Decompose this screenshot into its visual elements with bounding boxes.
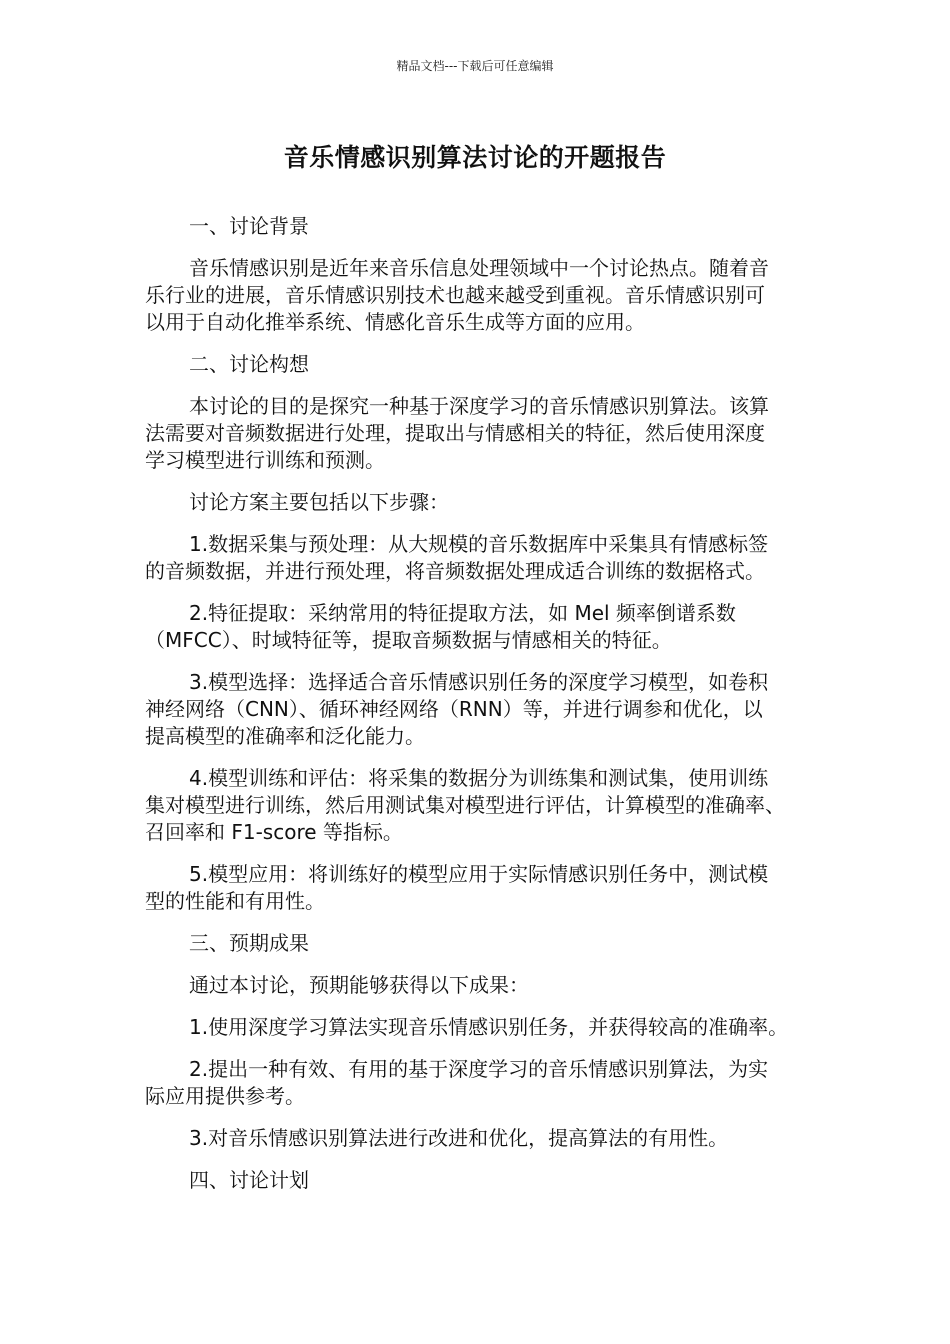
text-line: （MFCC）、时域特征等，提取音频数据与情感相关的特征。 [145,628,672,652]
section-heading [145,930,805,957]
paragraph [145,531,805,585]
page-header: 精品文档---下载后可任意编辑 [396,59,554,73]
text-line: 讨论方案主要包括以下步骤： [189,490,449,514]
text-line: 5.模型应用：将训练好的模型应用于实际情感识别任务中，测试模 [189,862,769,886]
text-line: 以用于自动化推举系统、情感化音乐生成等方面的应用。 [145,310,645,334]
text-line: 法需要对音频数据进行处理，提取出与情感相关的特征，然后使用深度 [145,421,765,445]
text-line: 三、预期成果 [189,931,309,955]
text-line: 集对模型进行训练，然后用测试集对模型进行评估，计算模型的准确率、 [145,793,785,817]
paragraph [145,765,805,846]
text-line: 型的性能和有用性。 [145,889,325,913]
paragraph [145,393,805,474]
paragraph [145,1056,805,1110]
text-line: 四、讨论计划 [189,1168,309,1192]
section-heading [145,351,805,378]
text-line: 二、讨论构想 [189,352,309,376]
text-line: 神经网络（CNN）、循环神经网络（RNN）等，并进行调参和优化，以 [145,697,763,721]
section-heading [145,1167,805,1194]
text-line: 本讨论的目的是探究一种基于深度学习的音乐情感识别算法。该算 [189,394,769,418]
paragraph [145,861,805,915]
text-line: 2.提出一种有效、有用的基于深度学习的音乐情感识别算法，为实 [189,1057,769,1081]
text-line: 2.特征提取：采纳常用的特征提取方法，如 Mel 频率倒谱系数 [189,601,736,625]
text-line: 通过本讨论，预期能够获得以下成果： [189,973,529,997]
paragraph [145,1125,805,1152]
text-line: 音乐情感识别是近年来音乐信息处理领域中一个讨论热点。随着音 [189,256,769,280]
document-body [145,213,805,1209]
text-line: 学习模型进行训练和预测。 [145,448,385,472]
text-line: 乐行业的进展，音乐情感识别技术也越来越受到重视。音乐情感识别可 [145,283,765,307]
text-line: 提高模型的准确率和泛化能力。 [145,724,425,748]
text-line: 3.模型选择：选择适合音乐情感识别任务的深度学习模型，如卷积 [189,670,769,694]
section-heading [145,213,805,240]
paragraph [145,972,805,999]
text-line: 1.使用深度学习算法实现音乐情感识别任务，并获得较高的准确率。 [189,1015,789,1039]
text-line: 的音频数据，并进行预处理，将音频数据处理成适合训练的数据格式。 [145,559,765,583]
text-line: 3.对音乐情感识别算法进行改进和优化，提高算法的有用性。 [189,1126,729,1150]
document-title: 音乐情感识别算法讨论的开题报告 [283,143,667,172]
text-line: 召回率和 F1-score 等指标。 [145,820,403,844]
text-line: 际应用提供参考。 [145,1084,305,1108]
paragraph [145,669,805,750]
paragraph [145,600,805,654]
text-line: 1.数据采集与预处理：从大规模的音乐数据库中采集具有情感标签 [189,532,769,556]
text-line: 4.模型训练和评估：将采集的数据分为训练集和测试集，使用训练 [189,766,769,790]
paragraph [145,489,805,516]
paragraph [145,1014,805,1041]
paragraph [145,255,805,336]
text-line: 一、讨论背景 [189,214,309,238]
